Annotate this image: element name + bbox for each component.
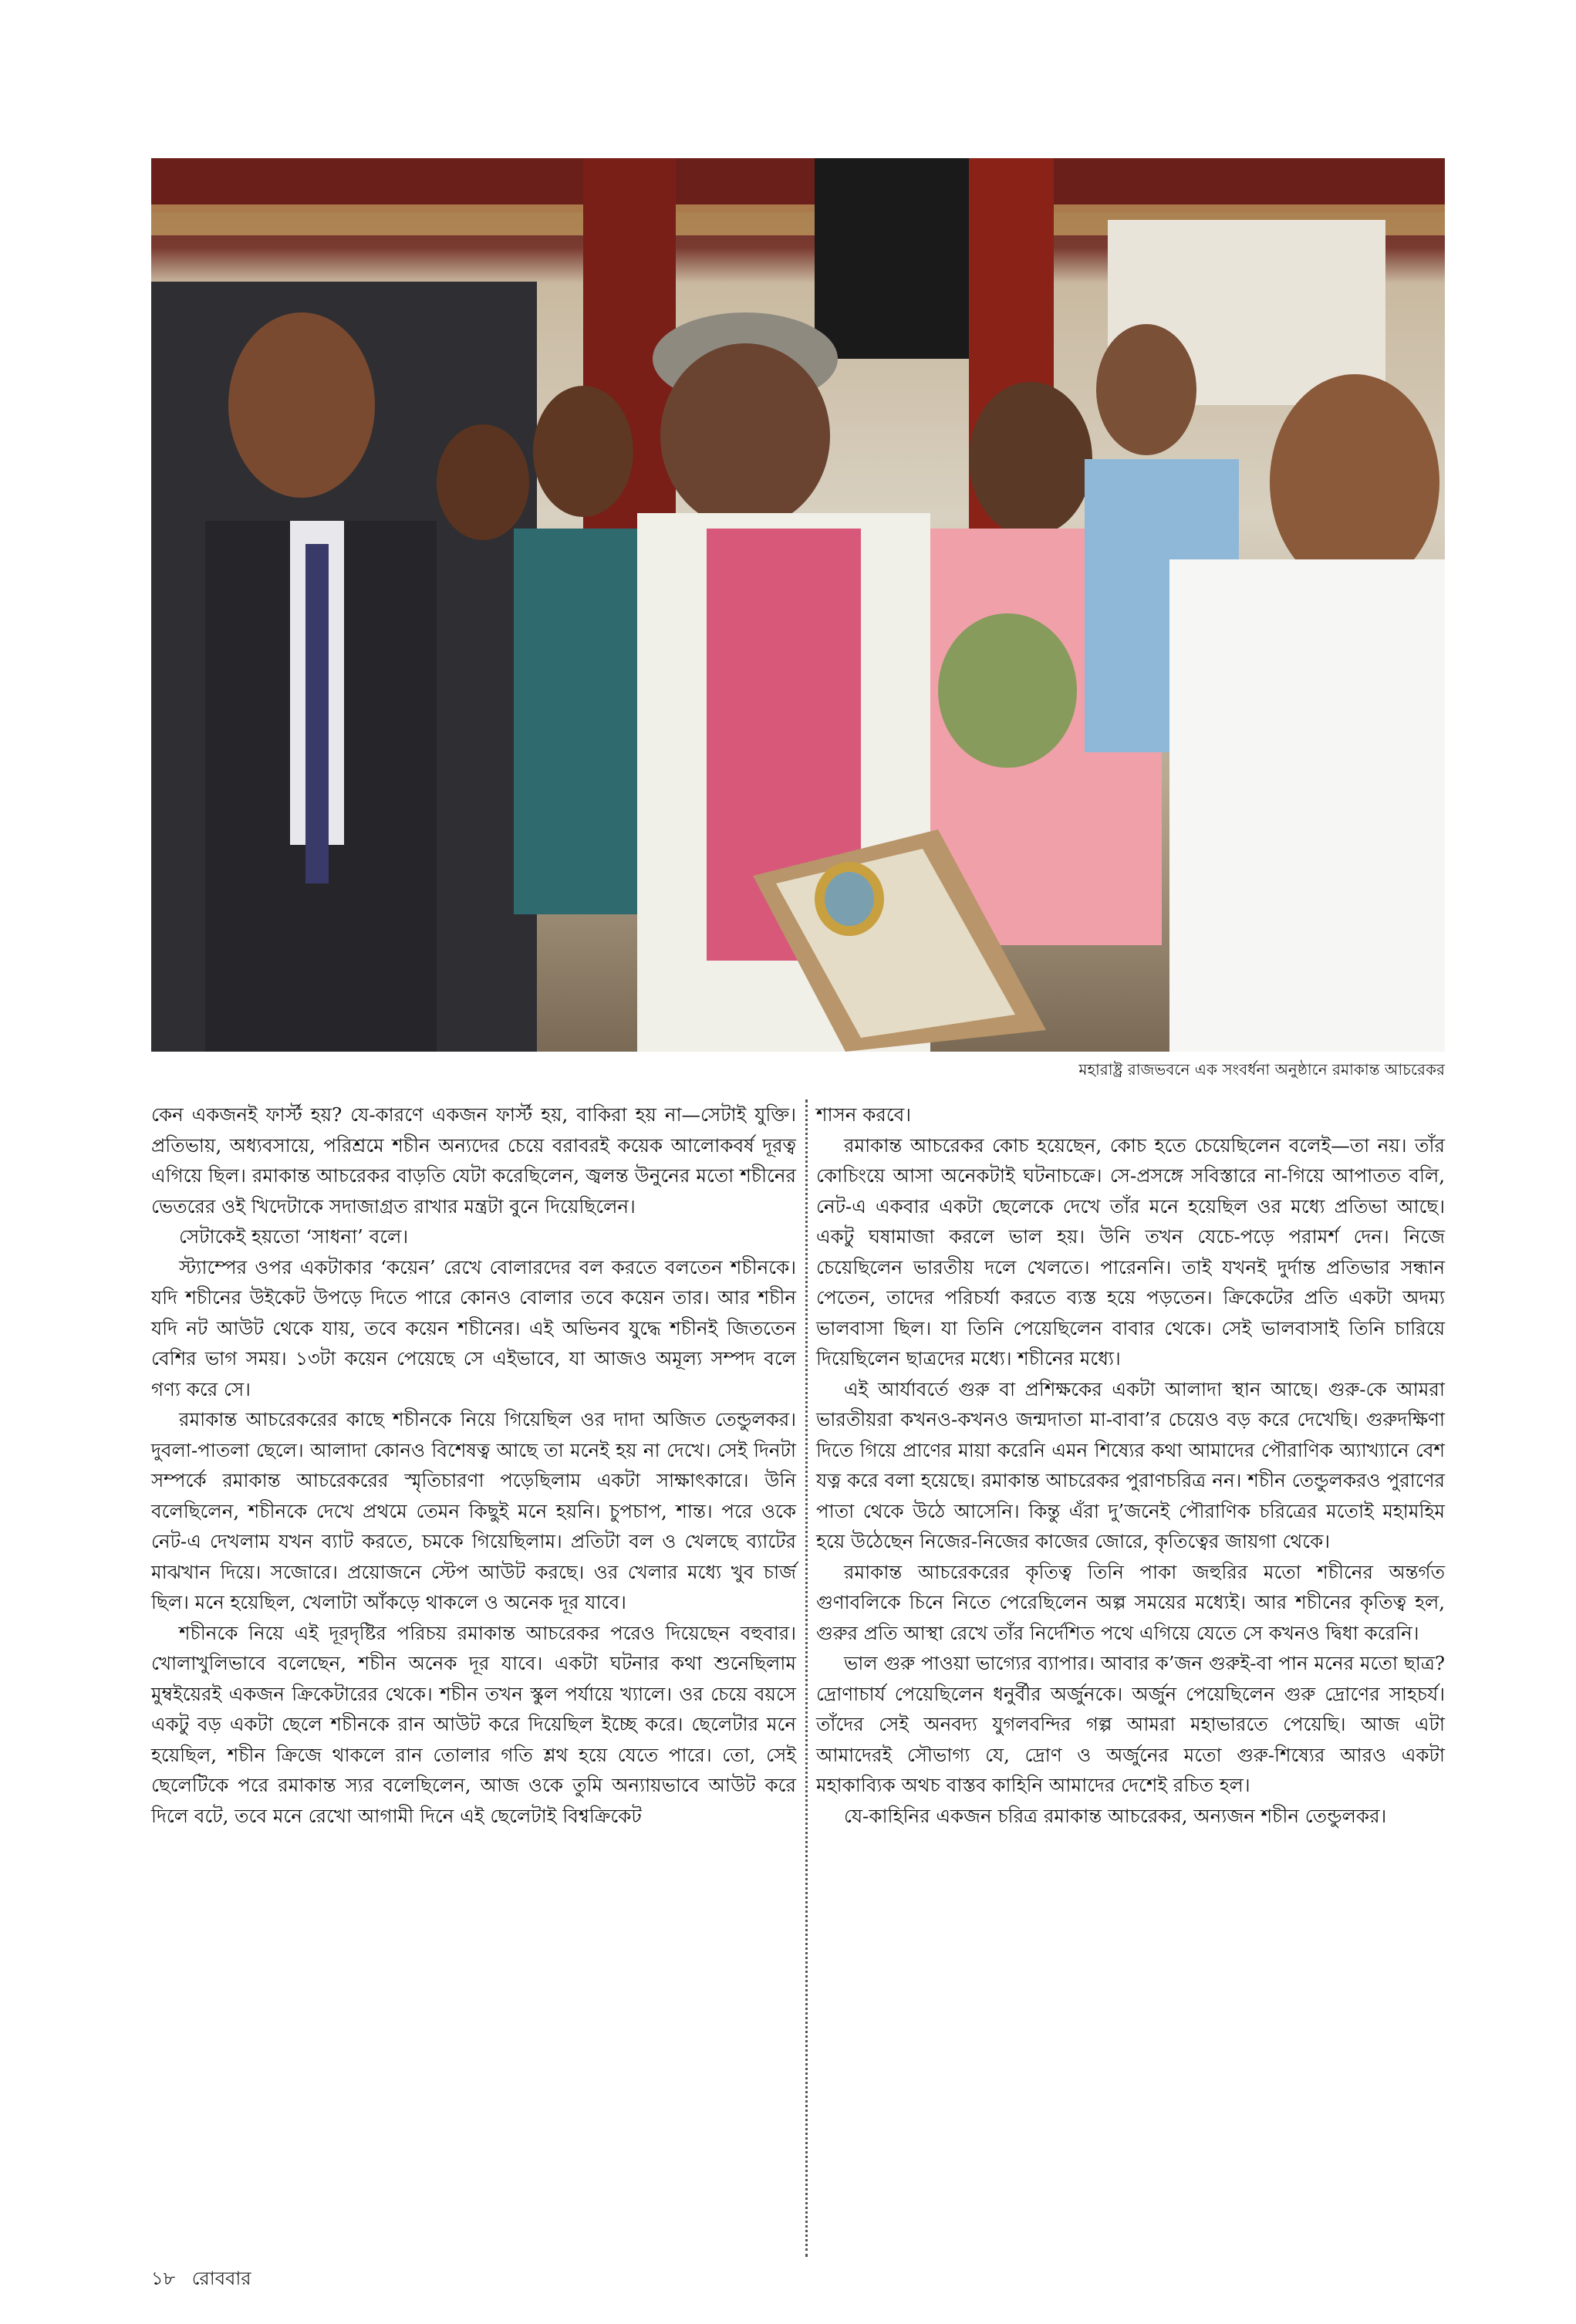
page-number: ১৮	[151, 2268, 176, 2289]
magazine-name: রোববার	[191, 2268, 251, 2289]
paragraph: সেটাকেই হয়তো ‘সাধনা’ বলে।	[179, 1225, 409, 1248]
paragraph: রমাকান্ত আচরেকরের কৃতিত্ব তিনি পাকা জহুরির মতো শচীনের অন্তর্গত গুণাবলিকে চিনে নিতে পেরেছিলেন অল্প সময়ের মধ্যেই। আর শচীনের কৃতিত্ব হল, গুরুর প্রতি আস্থা রেখে তাঁর নির্দেশিত পথে এগিয়ে যেতে সে কখনও দ্বিধা করেনি।	[816, 1560, 1445, 1644]
left-column	[151, 1100, 796, 1831]
right-column	[816, 1100, 1445, 1831]
column-divider	[805, 1100, 808, 2257]
event-photo	[151, 158, 1445, 1052]
paragraph: কেন একজনই ফার্স্ট হয়? যে-কারণে একজন ফার্স্ট হয়, বাকিরা হয় না—সেটাই যুক্তি। প্রতিভায়, অধ্যবসায়ে, পরিশ্রমে শচীন অন্যদের চেয়ে বরাবরই কয়েক আলোকবর্ষ দূরত্ব এগিয়ে ছিল। রমাকান্ত আচরেকর বাড়তি যেটা করেছিলেন, জ্বলন্ত উনুনের মতো শচীনের ভেতরের ওই খিদেটাকে সদাজাগ্রত রাখার মন্ত্রটা বুনে দিয়েছিলেন।	[151, 1103, 796, 1218]
paragraph: যে-কাহিনির একজন চরিত্র রমাকান্ত আচরেকর, অন্যজন শচীন তেন্ডুলকর।	[844, 1804, 1387, 1827]
paragraph: শাসন করবে।	[816, 1103, 912, 1126]
photo-caption: মহারাষ্ট্র রাজভবনে এক সংবর্ধনা অনুষ্ঠানে রমাকান্ত আচরেকর	[1078, 1060, 1445, 1079]
paragraph: স্ট্যাম্পের ওপর একটাকার ‘কয়েন’ রেখে বোলারদের বল করতে বলতেন শচীনকে। যদি শচীনের উইকেট উপড়ে দিতে পারে কোনও বোলার তবে কয়েন তার। আর শচীন যদি নট আউট থেকে যায়, তবে কয়েন শচীনের। এই অভিনব যুদ্ধে শচীনই জিততেন বেশির ভাগ সময়। ১৩টা কয়েন পেয়েছে সে এইভাবে, যা আজও অমূল্য সম্পদ বলে গণ্য করে সে।	[151, 1255, 796, 1400]
paragraph: এই আর্যাবর্তে গুরু বা প্রশিক্ষকের একটা আলাদা স্থান আছে। গুরু-কে আমরা ভারতীয়রা কখনও-কখনও জন্মদাতা মা-বাবা’র চেয়েও বড় করে দেখেছি। গুরুদক্ষিণা দিতে গিয়ে প্রাণের মায়া করেনি এমন শিষ্যের কথা আমাদের পৌরাণিক অ্যাখ্যানে বেশ যত্ন করে বলা হয়েছে। রমাকান্ত আচরেকর পুরাণচরিত্র নন। শচীন তেন্ডুলকরও পুরাণের পাতা থেকে উঠে আসেনি। কিন্তু এঁরা দু’জনেই পৌরাণিক চরিত্রের মতোই মহামহিম হয়ে উঠেছেন নিজের-নিজের কাজের জোরে, কৃতিত্বের জায়গা থেকে।	[816, 1377, 1445, 1552]
paragraph: রমাকান্ত আচরেকর কোচ হয়েছেন, কোচ হতে চেয়েছিলেন বলেই—তা নয়। তাঁর কোচিংয়ে আসা অনেকটাই ঘটনাচক্রে। সে-প্রসঙ্গে সবিস্তারে না-গিয়ে আপাতত বলি, নেট-এ একবার একটা ছেলেকে দেখে তাঁর মনে হয়েছিল ওর মধ্যে প্রতিভা আছে। একটু ঘষামাজা করলে ভাল হয়। উনি তখন যেচে-পড়ে পরামর্শ দেন। নিজে চেয়েছিলেন ভারতীয় দলে খেলতে। পারেননি। তাই যখনই দুর্দান্ত প্রতিভার সন্ধান পেতেন, তাদের পরিচর্যা করতে ব্যস্ত হয়ে পড়তেন। ক্রিকেটের প্রতি একটা অদম্য ভালবাসা ছিল। যা তিনি পেয়েছিলেন বাবার থেকে। সেই ভালবাসাই তিনি চারিয়ে দিয়েছিলেন ছাত্রদের মধ্যে। শচীনের মধ্যে।	[816, 1133, 1445, 1370]
paragraph: শচীনকে নিয়ে এই দূরদৃষ্টির পরিচয় রমাকান্ত আচরেকর পরেও দিয়েছেন বহুবার। খোলাখুলিভাবে বলেছেন, শচীন অনেক দূর যাবে। একটা ঘটনার কথা শুনেছিলাম মুম্বইয়েরই একজন ক্রিকেটারের থেকে। শচীন তখন স্কুল পর্যায়ে খ্যালে। ওর চেয়ে বয়সে একটু বড় একটা ছেলে শচীনকে রান আউট করে দিয়েছিল ইচ্ছে করে। ছেলেটার মনে হয়েছিল, শচীন ক্রিজে থাকলে রান তোলার গতি শ্লথ হয়ে যেতে পারে। তো, সেই ছেলেটিকে পরে রমাকান্ত স্যর বলেছিলেন, আজ ওকে তুমি অন্যায়ভাবে আউট করে দিলে বটে, তবে মনে রেখো আগামী দিনে এই ছেলেটাই বিশ্বক্রিকেট	[151, 1621, 796, 1827]
paragraph: রমাকান্ত আচরেকরের কাছে শচীনকে নিয়ে গিয়েছিল ওর দাদা অজিত তেন্ডুলকর। দুবলা-পাতলা ছেলে। আলাদা কোনও বিশেষত্ব আছে তা মনেই হয় না দেখে। সেই দিনটা সম্পর্কে রমাকান্ত আচরেকরের স্মৃতিচারণা পড়েছিলাম একটা সাক্ষাৎকারে। উনি বলেছিলেন, শচীনকে দেখে প্রথমে তেমন কিছুই মনে হয়নি। চুপচাপ, শান্ত। পরে ওকে নেট-এ দেখলাম যখন ব্যাট করতে, চমকে গিয়েছিলাম। প্রতিটা বল ও খেলছে ব্যাটের মাঝখান দিয়ে। সজোরে। প্রয়োজনে স্টেপ আউট করছে। ওর খেলার মধ্যে খুব চার্জ ছিল। মনে হয়েছিল, খেলাটা আঁকড়ে থাকলে ও অনেক দূর যাবে।	[151, 1408, 796, 1613]
page-footer	[151, 2265, 251, 2295]
photo-illustration	[151, 158, 1445, 1052]
paragraph: ভাল গুরু পাওয়া ভাগ্যের ব্যাপার। আবার ক’জন গুরুই-বা পান মনের মতো ছাত্র? দ্রোণাচার্য পেয়েছিলেন ধনুর্বীর অর্জুনকে। অর্জুন পেয়েছিলেন গুরু দ্রোণের সাহচর্য। তাঁদের সেই অনবদ্য যুগলবন্দির গল্প আমরা মহাভারতে পেয়েছি। আজ এটা আমাদেরই সৌভাগ্য যে, দ্রোণ ও অর্জুনের মতো গুরু-শিষ্যের আরও একটা মহাকাব্যিক অথচ বাস্তব কাহিনি আমাদের দেশেই রচিত হল।	[816, 1652, 1445, 1796]
